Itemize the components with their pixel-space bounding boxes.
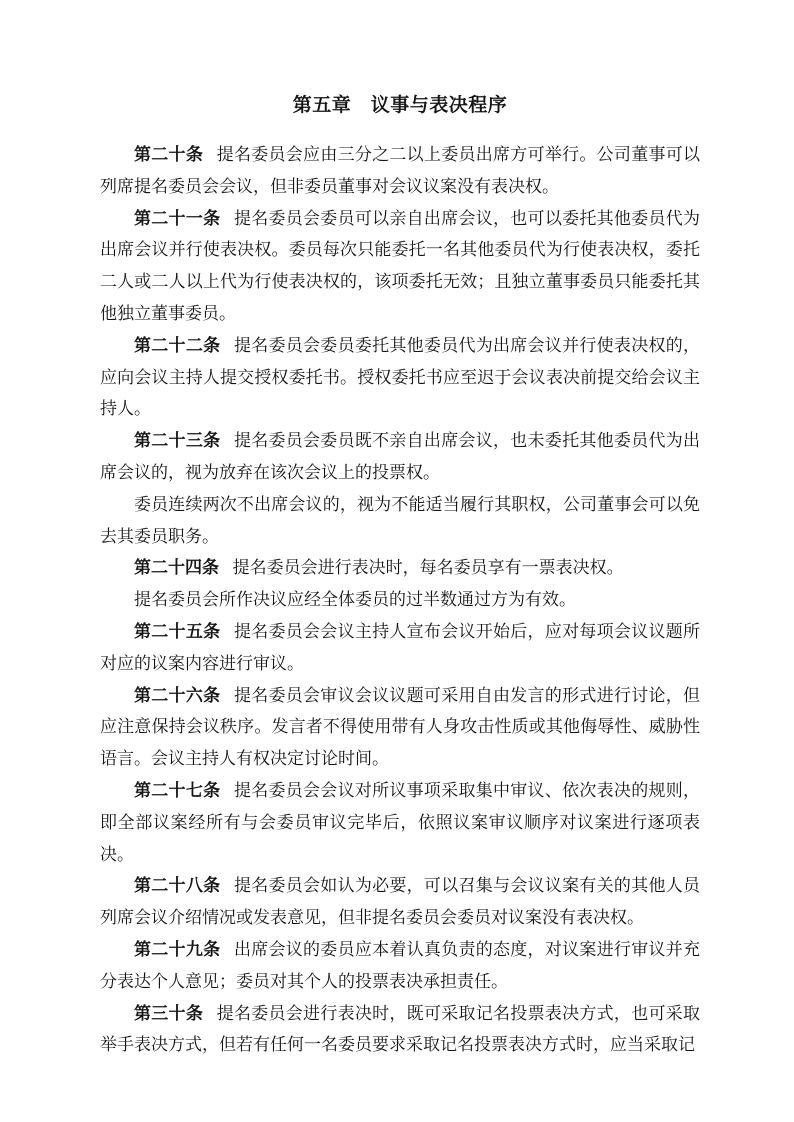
article-continuation-paragraph — [100, 585, 700, 617]
article-paragraph — [100, 140, 700, 204]
article-paragraph — [100, 776, 700, 871]
article-text: 提名委员会委员委托其他委员代为出席会议并行使表决权的，应向会议主持人提交授权委托书。授权委托书应至迟于会议表决前提交给会议主持人。 — [100, 335, 701, 420]
article-paragraph — [100, 681, 700, 776]
article-text: 提名委员会审议会议议题可采用自由发言的形式进行讨论，但应注意保持会议秩序。发言者不得使用带有人身攻击性质或其他侮辱性、威胁性语言。会议主持人有权决定讨论时间。 — [100, 685, 701, 770]
article-number: 第二十九条 — [134, 939, 221, 960]
article-paragraph — [100, 426, 700, 490]
article-number: 第二十五条 — [134, 621, 221, 642]
chapter-title: 第五章 议事与表决程序 — [292, 94, 508, 116]
article-number: 第二十一条 — [134, 208, 221, 229]
article-text: 提名委员会进行表决时，既可采取记名投票表决方式，也可采取举手表决方式，但若有任何一名委员要求采取记名投票表决方式时，应当采取记 — [100, 1003, 701, 1056]
article-number: 第二十三条 — [134, 431, 221, 452]
article-text: 提名委员会应由三分之二以上委员出席方可举行。公司董事可以列席提名委员会会议，但非委员董事对会议议案没有表决权。 — [100, 145, 701, 197]
article-number: 第二十七条 — [134, 780, 221, 801]
article-paragraph — [100, 935, 700, 999]
article-text: 提名委员会会议对所议事项采取集中审议、依次表决的规则，即全部议案经所有与会委员审议完毕后，依照议案审议顺序对议案进行逐项表决。 — [100, 780, 701, 865]
article-number: 第二十条 — [134, 145, 204, 165]
article-number: 第二十二条 — [134, 335, 221, 356]
article-paragraph — [100, 553, 700, 585]
article-number: 第二十六条 — [134, 685, 221, 706]
article-text: 出席会议的委员应本着认真负责的态度，对议案进行审议并充分表达个人意见；委员对其个人的投票表决承担责任。 — [100, 939, 701, 992]
article-text: 提名委员会会议主持人宣布会议开始后，应对每项会议议题所对应的议案内容进行审议。 — [100, 621, 701, 674]
article-paragraph — [100, 999, 700, 1063]
article-continuation-paragraph — [100, 490, 700, 554]
article-paragraph — [100, 871, 700, 935]
article-number: 第二十四条 — [134, 558, 219, 579]
article-text: 提名委员会委员可以亲自出席会议，也可以委托其他委员代为出席会议并行使表决权。委员每次只能委托一名其他委员代为行使表决权，委托二人或二人以上代为行使表决权的，该项委托无效；且独立董事委员只能委托其他独立董事委员。 — [100, 208, 701, 324]
article-text: 提名委员会所作决议应经全体委员的过半数通过方为有效。 — [134, 590, 576, 611]
article-paragraph — [100, 204, 700, 331]
article-number: 第三十条 — [134, 1003, 204, 1024]
article-number: 第二十八条 — [134, 876, 221, 897]
article-paragraph — [100, 331, 700, 426]
article-text: 提名委员会委员既不亲自出席会议，也未委托其他委员代为出席会议的，视为放弃在该次会议上的投票权。 — [100, 431, 701, 483]
article-paragraph — [100, 617, 700, 681]
article-text: 提名委员会如认为必要，可以召集与会议议案有关的其他人员列席会议介绍情况或发表意见，但非提名委员会委员对议案没有表决权。 — [100, 876, 701, 929]
article-text: 委员连续两次不出席会议的，视为不能适当履行其职权，公司董事会可以免去其委员职务。 — [100, 494, 700, 547]
article-text: 提名委员会进行表决时，每名委员享有一票表决权。 — [232, 558, 624, 579]
